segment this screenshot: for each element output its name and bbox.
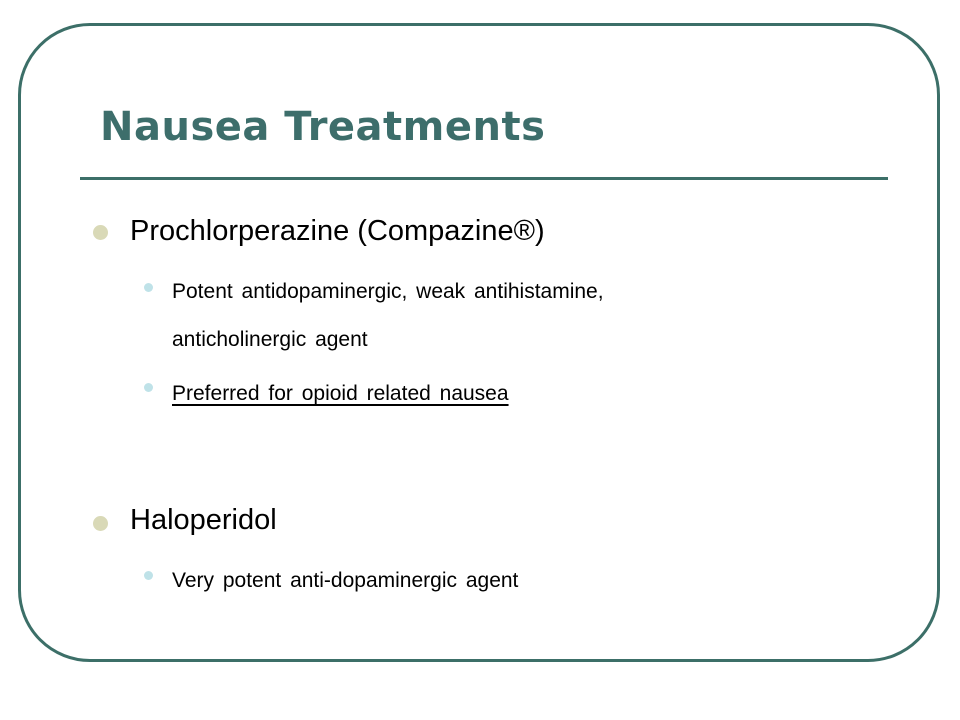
- bullet-haloperidol: Haloperidol: [130, 504, 277, 536]
- bullet-prochlorperazine: Prochlorperazine (Compazine®): [130, 215, 545, 247]
- bullet-icon: [93, 516, 108, 531]
- sub-bullet-icon: [144, 283, 153, 292]
- title-divider: [80, 177, 888, 180]
- sub-bullet-icon: [144, 383, 153, 392]
- bullet-icon: [93, 225, 108, 240]
- sub-bullet-very-potent: Very potent anti-dopaminergic agent: [172, 569, 519, 592]
- sub-bullet-potent-antidopaminergic: Potent antidopaminergic, weak antihistamine,: [172, 280, 604, 303]
- sub-bullet-continuation: anticholinergic agent: [172, 328, 368, 351]
- sub-bullet-preferred-opioid: Preferred for opioid related nausea: [172, 382, 509, 405]
- slide-title: Nausea Treatments: [100, 104, 546, 150]
- sub-bullet-icon: [144, 571, 153, 580]
